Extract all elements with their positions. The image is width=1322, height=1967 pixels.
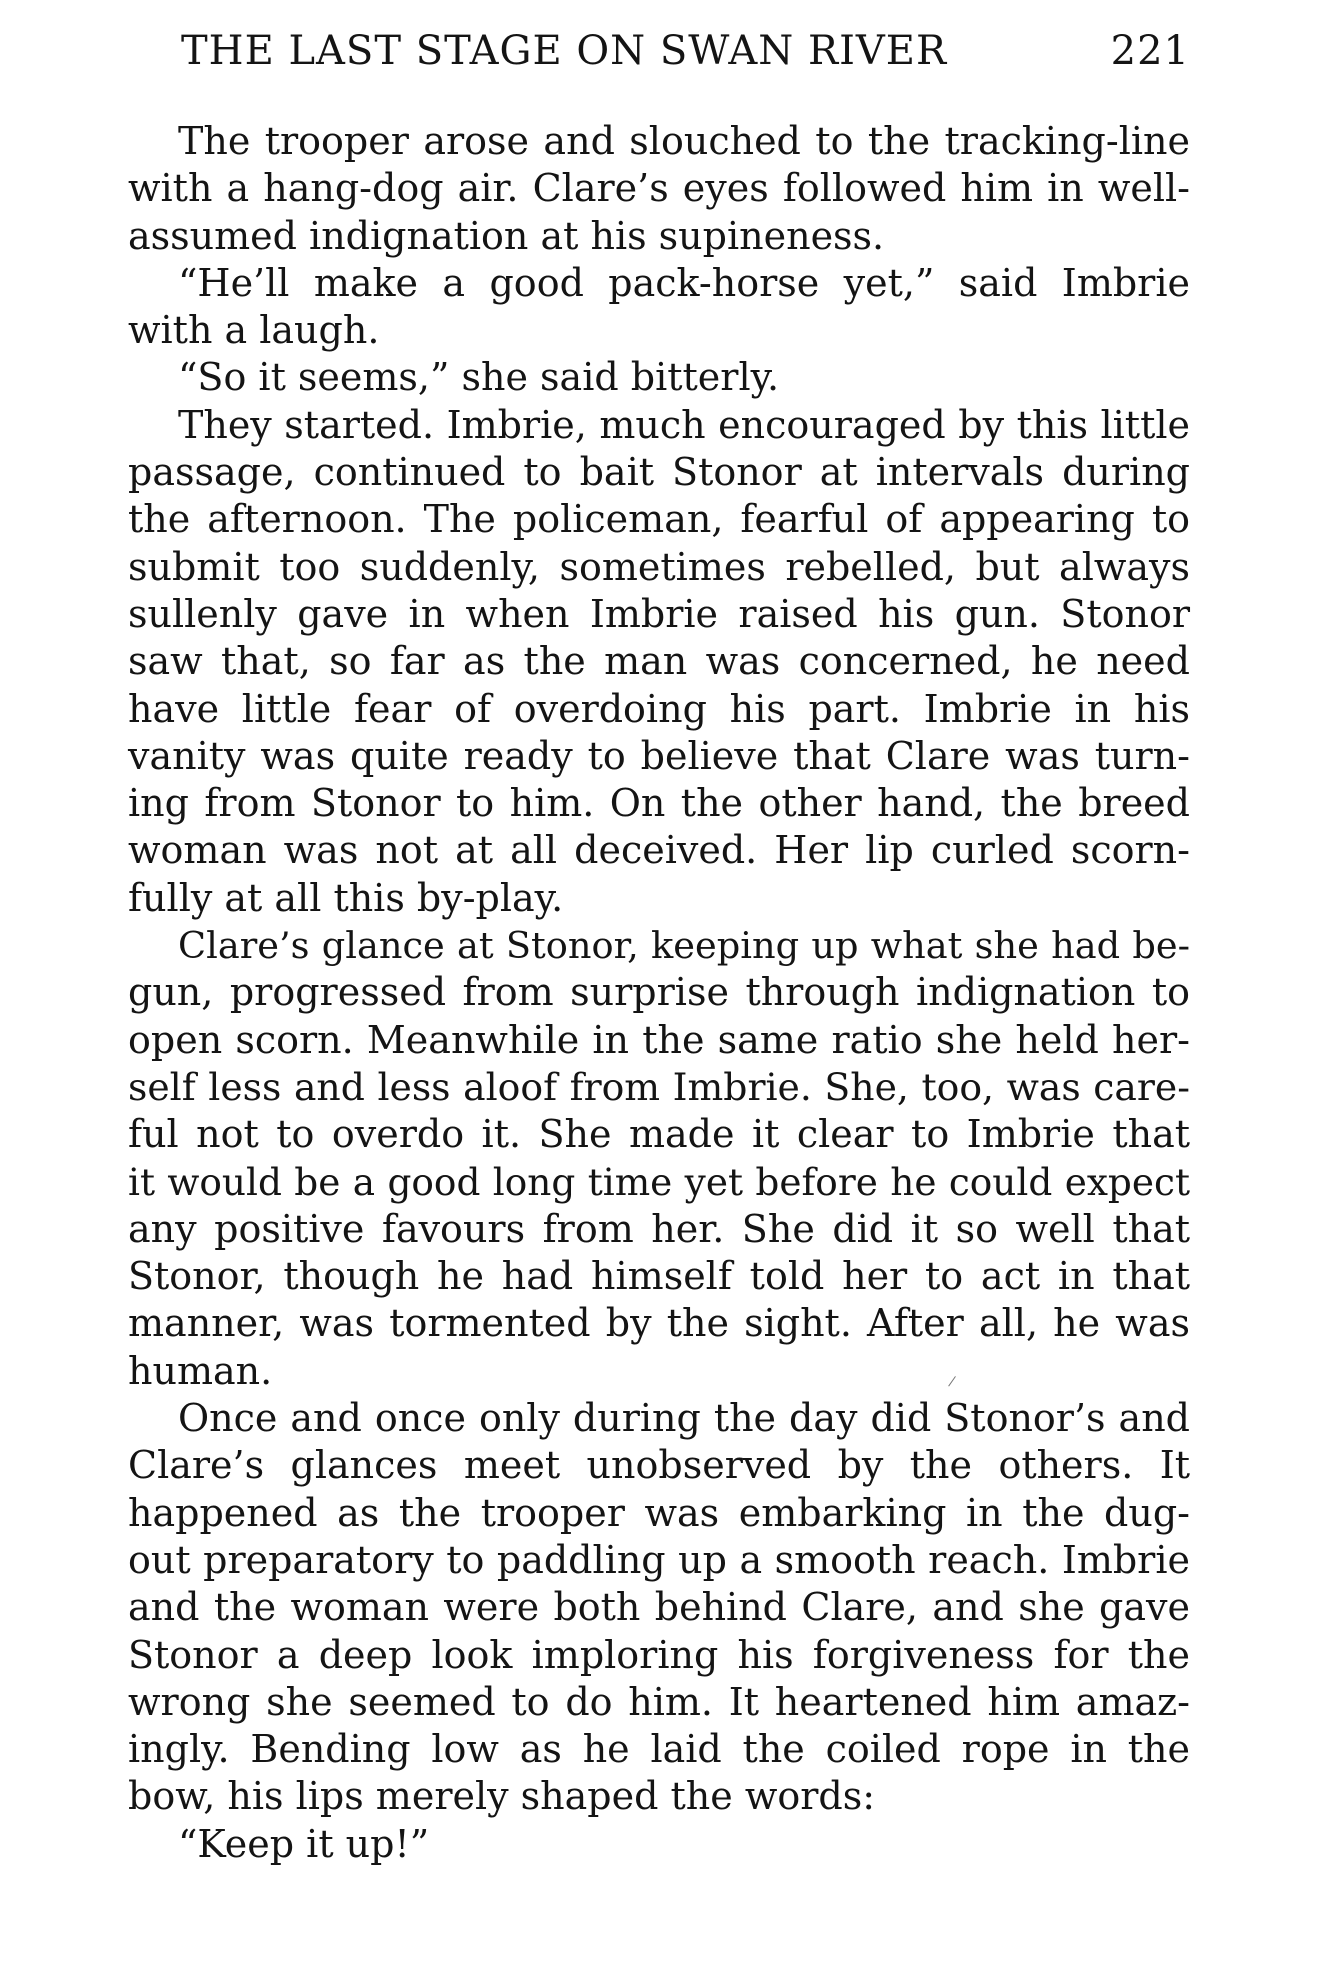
text-line: Stonor a deep look imploring his forgiveness for the [128,1632,1190,1677]
text-line: ingly. Bending low as he laid the coiled rope in the [128,1727,1190,1772]
paragraph [128,260,1190,355]
paragraph [128,1395,1190,1821]
text-line: with a laugh. [128,308,380,353]
running-head [181,28,1190,88]
text-line: human. [128,1348,273,1393]
text-line: fully at all this by-play. [128,875,564,920]
text-line: manner, was tormented by the sight. After all, he was [128,1301,1190,1346]
text-line: They started. Imbrie, much encouraged by this little [178,402,1190,447]
paragraph [128,402,1190,922]
text-line: the afternoon. The policeman, fearful of appearing to [128,497,1190,542]
body-text [128,118,1190,1868]
text-line: saw that, so far as the man was concerned, he need [128,639,1190,684]
text-line: gun, progressed from surprise through indignation to [128,970,1190,1015]
text-line: any positive favours from her. She did it so well that [128,1206,1190,1251]
paragraph [128,1821,1190,1868]
text-line: Clare’s glance at Stonor, keeping up what she had be- [178,924,1190,968]
text-line: The trooper arose and slouched to the tracking-line [178,119,1190,163]
text-line: ing from Stonor to him. On the other hand, the breed [128,781,1190,826]
text-line: with a hang-dog air. Clare’s eyes followed him in well- [128,166,1190,211]
page-number: 221 [1110,28,1190,74]
text-line: Once and once only during the day did Stonor’s and [178,1396,1190,1441]
text-line: “So it seems,” she said bitterly. [178,355,780,400]
paragraph [128,922,1190,1395]
text-line: happened as the trooper was embarking in the dug- [128,1490,1190,1535]
text-line: woman was not at all deceived. Her lip curled scorn- [128,828,1190,873]
text-line: submit too suddenly, sometimes rebelled, but always [128,544,1190,589]
text-line: ful not to overdo it. She made it clear to Imbrie that [128,1112,1190,1157]
text-line: open scorn. Meanwhile in the same ratio she held her- [128,1017,1190,1062]
text-line: passage, continued to bait Stonor at intervals during [128,450,1190,495]
text-line: sullenly gave in when Imbrie raised his gun. Stonor [128,591,1190,636]
text-line: Clare’s glances meet unobserved by the others. It [128,1443,1190,1488]
text-line: wrong she seemed to do him. It heartened him amaz- [128,1679,1190,1724]
text-line: and the woman were both behind Clare, and she gave [128,1585,1190,1630]
text-line: Stonor, though he had himself told her to act in that [128,1254,1190,1299]
text-line: “He’ll make a good pack-horse yet,” said Imbrie [178,260,1190,305]
text-line: it would be a good long time yet before he could expect [128,1159,1190,1204]
text-line: have little fear of overdoing his part. Imbrie in his [128,686,1190,731]
text-line: vanity was quite ready to believe that Clare was turn- [128,733,1190,778]
text-line: bow, his lips merely shaped the words: [128,1774,876,1819]
text-line: “Keep it up!” [178,1821,430,1866]
paragraph [128,118,1190,260]
running-head-title: THE LAST STAGE ON SWAN RIVER [181,28,948,74]
text-line: assumed indignation at his supineness. [128,213,885,258]
paragraph [128,354,1190,401]
text-line: self less and less aloof from Imbrie. She, too, was care- [128,1064,1190,1109]
text-line: out preparatory to paddling up a smooth reach. Imbrie [128,1537,1190,1582]
